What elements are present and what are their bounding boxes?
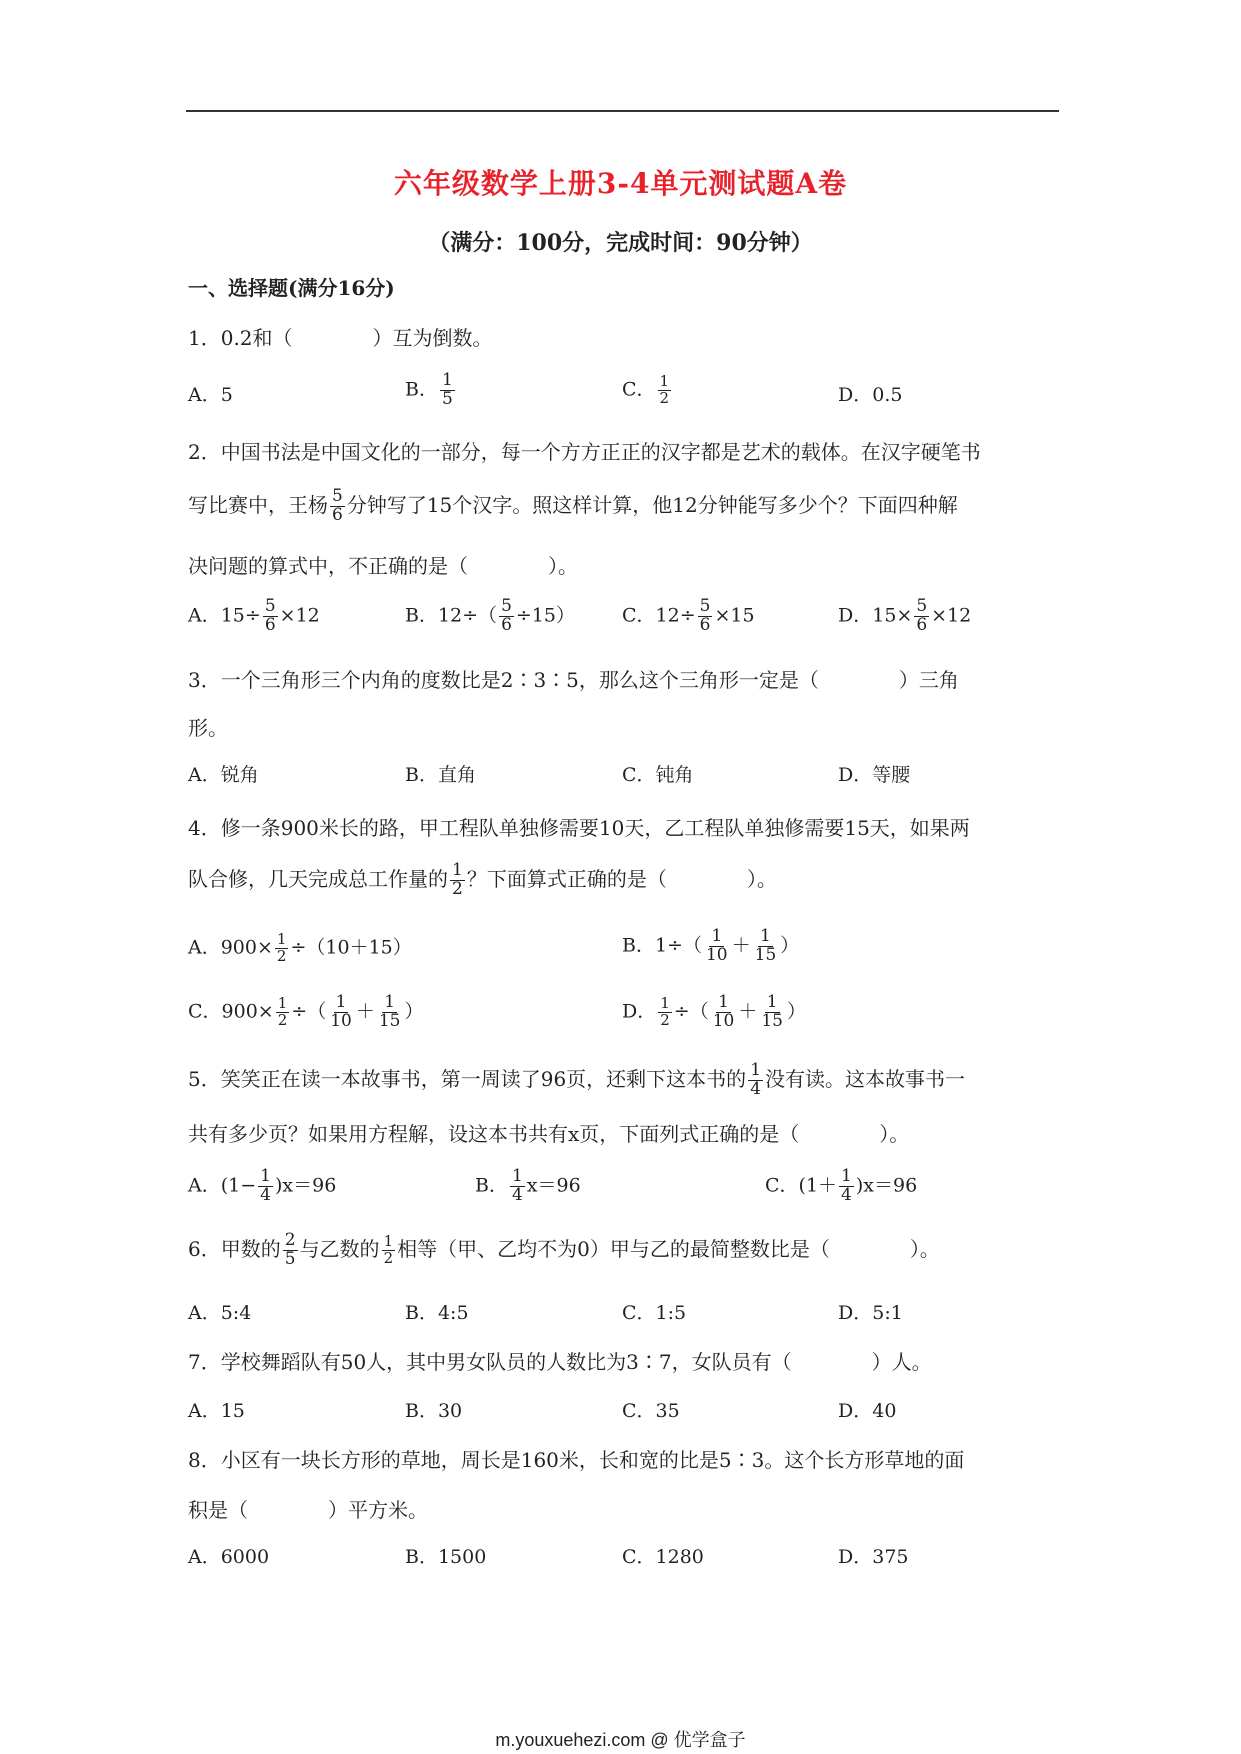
question-4-line-1: 4．修一条900米长的路，甲工程队单独修需要10天，乙工程队单独修需要15天，如果两: [188, 816, 970, 840]
q8-option-b: B．1500: [405, 1546, 487, 1568]
fraction: $\frac{1}{2}$: [659, 372, 670, 407]
question-1-stem: 1．0.2和（ ）互为倒数。: [188, 326, 493, 350]
q5-option-a: A．(1− $\frac{1}{4}$ )x＝96: [188, 1166, 337, 1205]
q4-option-a: A．900× $\frac{1}{2}$ ÷（10＋15）: [188, 930, 412, 965]
fraction: $\frac{1}{4}$: [750, 1060, 762, 1099]
q7-option-c: C．35: [622, 1400, 680, 1422]
q6-option-d: D．5:1: [838, 1302, 903, 1324]
question-2-line-2: 写比赛中，王杨 $\frac{5}{6}$ 分钟写了15个汉字。照这样计算，他12分钟能写多少个？下面四种解: [188, 486, 958, 525]
fraction: $\frac{1}{2}$: [277, 994, 288, 1029]
question-8-line-1: 8．小区有一块长方形的草地，周长是160米，长和宽的比是5∶3。这个长方形草地的面: [188, 1448, 965, 1472]
q8-option-c: C．1280: [622, 1546, 704, 1568]
question-6-line-1: 6．甲数的 $\frac{2}{5}$ 与乙数的 $\frac{1}{2}$ 相等（甲、乙均不为0）甲与乙的最简整数比是（ ）。: [188, 1230, 940, 1269]
q2-option-a: A．15÷ $\frac{5}{6}$ ×12: [188, 596, 320, 635]
fraction: $\frac{1}{4}$: [841, 1166, 852, 1205]
fraction: $\frac{1}{15}$: [378, 992, 401, 1031]
page-subtitle: （满分：100分，完成时间：90分钟）: [428, 230, 813, 256]
fraction: $\frac{1}{5}$: [441, 370, 453, 409]
q3-option-b: B．直角: [405, 764, 476, 786]
fraction: $\frac{1}{10}$: [712, 992, 735, 1031]
header-rule: [186, 110, 1059, 112]
fraction: $\frac{1}{2}$: [660, 994, 670, 1029]
q2-option-c: C．12÷ $\frac{5}{6}$ ×15: [622, 596, 755, 635]
q7-option-d: D．40: [838, 1400, 897, 1422]
q8-option-d: D．375: [838, 1546, 909, 1568]
question-5-line-1: 5．笑笑正在读一本故事书，第一周读了96页，还剩下这本书的 $\frac{1}{4}$ 没有读。这本故事书一: [188, 1060, 966, 1099]
fraction: $\frac{1}{15}$: [754, 926, 777, 965]
question-3-line-2: 形。: [188, 716, 228, 740]
fraction: $\frac{1}{2}$: [383, 1232, 394, 1267]
q8-option-a: A．6000: [188, 1546, 270, 1568]
fraction: $\frac{1}{10}$: [705, 926, 728, 965]
q4-option-d: D． $\frac{1}{2}$ ÷（ $\frac{1}{10}$ ＋ $\frac{1}{15}$ ）: [622, 992, 807, 1031]
q1-option-b: B． $\frac{1}{5}$: [405, 370, 453, 409]
q4-option-c: C．900× $\frac{1}{2}$ ÷（ $\frac{1}{10}$ ＋ $\frac{1}{15}$ ）: [188, 992, 424, 1031]
fraction: $\frac{1}{4}$: [260, 1166, 271, 1205]
q3-option-d: D．等腰: [838, 764, 911, 786]
fraction: $\frac{1}{2}$: [276, 930, 287, 965]
fraction: $\frac{1}{4}$: [511, 1166, 523, 1205]
fraction: $\frac{5}{6}$: [332, 486, 343, 525]
footer-watermark: m.youxuehezi.com @ 优学盒子: [495, 1730, 746, 1750]
fraction: $\frac{5}{6}$: [699, 596, 711, 635]
fraction: $\frac{1}{15}$: [761, 992, 783, 1031]
q4-option-b: B．1÷（ $\frac{1}{10}$ ＋ $\frac{1}{15}$ ）: [622, 926, 800, 965]
q3-option-c: C．钝角: [622, 764, 694, 786]
question-2-line-3: 决问题的算式中，不正确的是（ ）。: [188, 554, 578, 578]
q1-option-d: D．0.5: [838, 384, 903, 406]
page-title: 六年级数学上册3-4单元测试题A卷: [393, 167, 848, 200]
q6-option-b: B．4:5: [405, 1302, 469, 1324]
question-2-line-1: 2．中国书法是中国文化的一部分，每一个方方正正的汉字都是艺术的载体。在汉字硬笔书: [188, 440, 981, 464]
q2-option-b: B．12÷（ $\frac{5}{6}$ ÷15）: [405, 596, 575, 635]
question-7-line-1: 7．学校舞蹈队有50人，其中男女队员的人数比为3∶7，女队员有（ ）人。: [188, 1350, 932, 1374]
question-5-line-2: 共有多少页？如果用方程解，设这本书共有x页，下面列式正确的是（ ）。: [188, 1122, 910, 1146]
question-3-line-1: 3．一个三角形三个内角的度数比是2∶3∶5，那么这个三角形一定是（ ）三角: [188, 668, 959, 692]
q5-option-b: B． $\frac{1}{4}$ x＝96: [475, 1166, 581, 1205]
q6-option-a: A．5:4: [188, 1302, 252, 1324]
fraction: $\frac{2}{5}$: [284, 1230, 296, 1269]
q7-option-a: A．15: [188, 1400, 245, 1422]
fraction: $\frac{5}{6}$: [916, 596, 928, 635]
q6-option-c: C．1:5: [622, 1302, 687, 1324]
fraction: $\frac{1}{10}$: [330, 992, 352, 1031]
q3-option-a: A．锐角: [188, 764, 259, 786]
q5-option-c: C．(1＋ $\frac{1}{4}$ )x＝96: [765, 1166, 918, 1205]
q7-option-b: B．30: [405, 1400, 463, 1422]
q1-option-a: A．5: [188, 384, 233, 406]
q1-option-c: C． $\frac{1}{2}$: [622, 372, 670, 407]
question-4-line-2: 队合修，几天完成总工作量的 $\frac{1}{2}$ ？下面算式正确的是（ ）。: [188, 860, 777, 899]
section-heading: 一、选择题(满分16分): [188, 276, 395, 300]
fraction: $\frac{5}{6}$: [501, 596, 512, 635]
fraction: $\frac{1}{2}$: [452, 860, 463, 899]
fraction: $\frac{5}{6}$: [264, 596, 276, 635]
q2-option-d: D．15× $\frac{5}{6}$ ×12: [838, 596, 972, 635]
question-8-line-2: 积是（ ）平方米。: [188, 1498, 428, 1522]
